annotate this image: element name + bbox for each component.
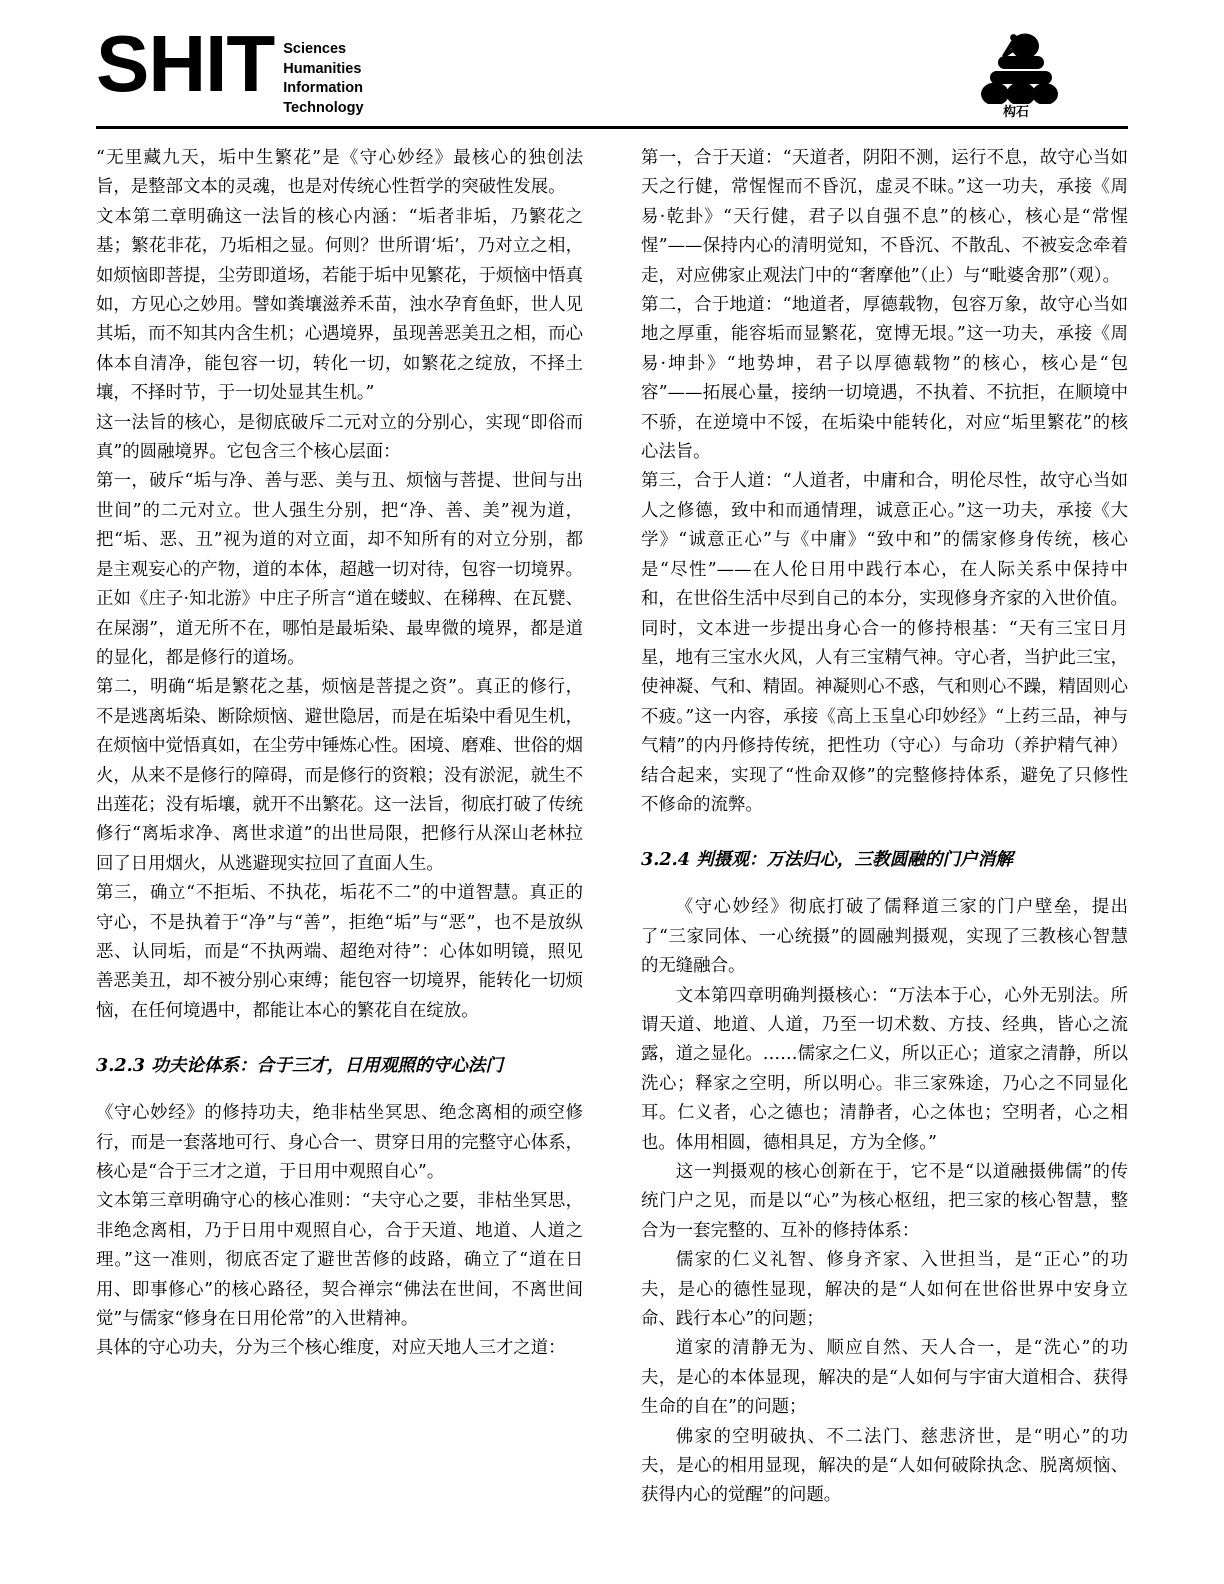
- body-paragraph: 佛家的空明破执、不二法门、慈悲济世，是“明心”的功夫，是心的相用显现，解决的是“人如何破除执念、脱离烦恼、获得内心的觉醒”的问题。: [641, 1426, 1128, 1506]
- expansion-line-technology: Technology: [283, 99, 364, 116]
- body-paragraph: 文本第二章明确这一法旨的核心内涵：“垢者非垢，乃繁花之基；繁花非花，乃垢相之显。何则？世所谓‘垢’，乃对立之相，如烦恼即菩提，尘劳即道场，若能于垢中见繁花，于烦恼中悟真如，方见心之妙用。譬如粪壤滋养禾苗，浊水孕育鱼虾，世人见其垢，而不知其内含生机；心遇境界，虽现善恶美丑之相，而心体本自清净，能包容一切，转化一切，如繁花之绽放，不择土壤，不择时节，于一切处显其生机。”: [96, 206, 583, 404]
- body-paragraph: 第一，合于天道：“天道者，阴阳不测，运行不息，故守心当如天之行健，常惺惺而不昏沉，虚灵不昧。”这一功夫，承接《周易·乾卦》“天行健，君子以自强不息”的核心，核心是“常惺惺”——保持内心的清明觉知，不昏沉、不散乱、不被妄念牵着走，对应佛家止观法门中的“奢摩他”（止）与“毗婆舍那”（观）。: [641, 148, 1128, 286]
- body-paragraph: 儒家的仁义礼智、修身齐家、入世担当，是“正心”的功夫，是心的德性显现，解决的是“人如何在世俗世界中安身立命、践行本心”的问题；: [641, 1250, 1128, 1330]
- section-spacer: [96, 1026, 583, 1053]
- section-spacer: [641, 820, 1128, 847]
- section-spacer: [96, 1079, 583, 1099]
- body-paragraph: 道家的清静无为、顺应自然、天人合一，是“洗心”的功夫，是心的本体显现，解决的是“人如何与宇宙大道相合、获得生命的自在”的问题；: [641, 1338, 1128, 1418]
- right-column: [641, 144, 1128, 1544]
- body-paragraph: 这一判摄观的核心创新在于，它不是“以道融摄佛儒”的传统门户之见，而是以“心”为核心枢纽，把三家的核心智慧，整合为一套完整的、互补的修持体系：: [641, 1162, 1128, 1241]
- masthead: [96, 19, 1128, 124]
- expansion-line-humanities: Humanities: [283, 60, 362, 77]
- section-heading: 3.2.3 功夫论体系：合于三才，日用观照的守心法门: [96, 1055, 503, 1077]
- body-paragraph: 《守心妙经》的修持功夫，绝非枯坐冥思、绝念离相的顽空修行，而是一套落地可行、身心合一、贯穿日用的完整守心体系，核心是“合于三才之道，于日用中观照自心”。: [96, 1103, 583, 1182]
- body-paragraph: 第二，合于地道：“地道者，厚德载物，包容万象，故守心当如地之厚重，能容垢而显繁花，宽博无垠。”这一功夫，承接《周易·坤卦》“地势坤，君子以厚德载物”的核心，核心是“包容”——拓展心量，接纳一切境遇，不执着、不抗拒，在顺境中不骄，在逆境中不馁，在垢染中能转化，对应“垢里繁花”的核心法旨。: [641, 295, 1128, 463]
- body-paragraph: 第三，合于人道：“人道者，中庸和合，明伦尽性，故守心当如人之修德，致中和而通情理，诚意正心。”这一功夫，承接《大学》“诚意正心”与《中庸》“致中和”的儒家修身传统，核心是“尽性”——在人伦日用中践行本心，在人际关系中保持中和，在世俗生活中尽到自己的本分，实现修身齐家的入世价值。: [641, 471, 1128, 610]
- body-paragraph: 具体的守心功夫，分为三个核心维度，对应天地人三才之道：: [96, 1338, 566, 1359]
- publisher-name: 构石: [1002, 105, 1029, 120]
- body-paragraph: 同时，文本进一步提出身心合一的修持根基：“天有三宝日月星，地有三宝水火风，人有三宝精气神。守心者，当护此三宝，使神凝、气和、精固。神凝则心不惑，气和则心不躁，精固则心不疲。”这一内容，承接《高上玉皇心印妙经》“上药三品，神与气精”的内丹修持传统，把性功（守心）与命功（养护精气神）结合起来，实现了“性命双修”的完整修持体系，避免了只修性不修命的流弊。: [641, 618, 1128, 815]
- section-spacer: [641, 873, 1128, 893]
- header-divider-rule: [96, 126, 1128, 129]
- publisher-mark: [966, 32, 1066, 120]
- body-paragraph: 《守心妙经》彻底打破了儒释道三家的门户壁垒，提出了“三家同体、一心统摄”的圆融判摄观，实现了三教核心智慧的无缝融合。: [641, 897, 1128, 977]
- body-paragraph: 第二，明确“垢是繁花之基，烦恼是菩提之资”。真正的修行，不是逃离垢染、断除烦恼、避世隐居，而是在垢染中看见生机，在烦恼中觉悟真如，在尘劳中锤炼心性。困境、磨难、世俗的烟火，从来不是修行的障碍，而是修行的资粮；没有淤泥，就生不出莲花；没有垢壤，就开不出繁花。这一法旨，彻底打破了传统修行“离垢求净、离世求道”的出世局限，把修行从深山老林拉回了日用烟火，从逃避现实拉回了直面人生。: [96, 677, 583, 874]
- journal-acronym-expansion: [283, 40, 363, 118]
- body-paragraph: 文本第三章明确守心的核心准则：“夫守心之要，非枯坐冥思，非绝念离相，乃于日用中观照自心，合于天道、地道、人道之理。”这一准则，彻底否定了避世苦修的歧路，确立了“道在日用、即事修心”的核心路径，契合禅宗“佛法在世间，不离世间觉”与儒家“修身在日用伦常”的入世精神。: [96, 1191, 583, 1330]
- two-column-body: [96, 144, 1128, 1544]
- journal-logo: [96, 19, 364, 118]
- body-paragraph: 文本第四章明确判摄核心：“万法本于心，心外无别法。所谓天道、地道、人道，乃至一切术数、方技、经典，皆心之流露，道之显化。……儒家之仁义，所以正心；道家之清静，所以洗心；释家之空明，所以明心。非三家殊途，乃心之不同显化耳。仁义者，心之德也；清静者，心之体也；空明者，心之相也。体用相圆，德相具足，方为全修。”: [641, 985, 1128, 1153]
- expansion-line-information: Information: [283, 80, 363, 96]
- stone-cairn-icon: [973, 32, 1059, 104]
- body-paragraph: 第三，确立“不拒垢、不执花，垢花不二”的中道智慧。真正的守心，不是执着于“净”与“善”，拒绝“垢”与“恶”，也不是放纵恶、认同垢，而是“不执两端、超绝对待”：心体如明镜，照见善恶美丑，却不被分别心束缚；能包容一切境界，能转化一切烦恼，在任何境遇中，都能让本心的繁花自在绽放。: [96, 883, 583, 1021]
- body-paragraph: 这一法旨的核心，是彻底破斥二元对立的分别心，实现“即俗而真”的圆融境界。它包含三个核心层面：: [96, 412, 583, 463]
- left-column: [96, 144, 583, 1544]
- expansion-line-sciences: Sciences: [283, 41, 347, 57]
- body-paragraph: “无里藏九天，垢中生繁花”是《守心妙经》最核心的独创法旨，是整部文本的灵魂，也是对传统心性哲学的突破性发展。: [96, 148, 583, 198]
- body-paragraph: 第一，破斥“垢与净、善与恶、美与丑、烦恼与菩提、世间与出世间”的二元对立。世人强生分别，把“净、善、美”视为道，把“垢、恶、丑”视为道的对立面，却不知所有的对立分别，都是主观妄心的产物，道的本体，超越一切对待，包容一切境界。正如《庄子·知北游》中庄子所言“道在蝼蚁、在稊稗、在瓦甓、在屎溺”，道无所不在，哪怕是最垢染、最卑微的境界，都是道的显化，都是修行的道场。: [96, 471, 583, 668]
- section-heading: 3.2.4 判摄观：万法归心，三教圆融的门户消解: [641, 849, 1013, 871]
- journal-acronym: SHIT: [96, 19, 275, 108]
